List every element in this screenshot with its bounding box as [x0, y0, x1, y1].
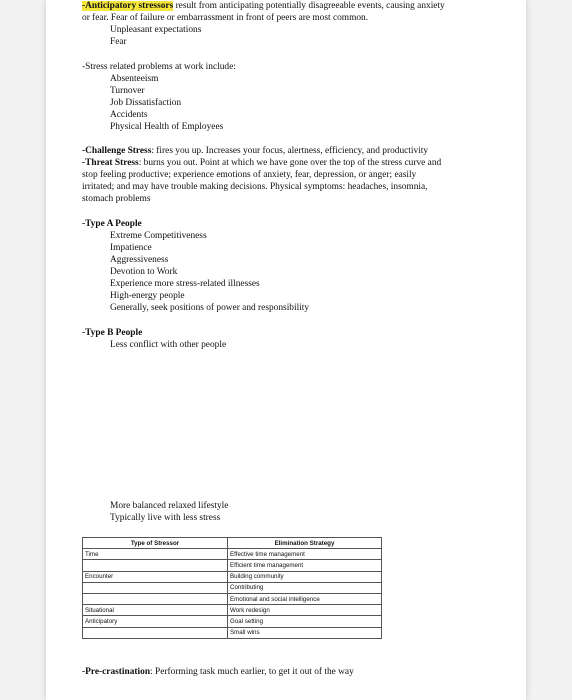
stressor-cell	[83, 582, 228, 593]
document-page	[46, 0, 526, 700]
strategy-cell: Effective time management	[228, 549, 382, 560]
type-a-item: Experience more stress-related illnesses	[110, 279, 260, 289]
table-row	[83, 605, 382, 616]
precrastination-term: -Pre-crastination	[82, 667, 151, 677]
type-a-item: Aggressiveness	[110, 255, 169, 265]
strategy-cell: Emotional and social intelligence	[228, 593, 382, 604]
table-row	[83, 549, 382, 560]
challenge-term: -Challenge Stress	[82, 146, 152, 156]
table-row	[83, 593, 382, 604]
type-a-item: High-energy people	[110, 291, 185, 301]
column-header-strategy: Elimination Strategy	[228, 538, 382, 549]
strategy-cell: Goal setting	[228, 616, 382, 627]
stress-problem-item: Accidents	[110, 110, 148, 120]
threat-line: irritated; and may have trouble making decisions. Physical symptoms: headaches, insomnia,	[82, 182, 428, 192]
table-header-row	[83, 538, 382, 549]
stress-problem-item: Job Dissatisfaction	[110, 98, 182, 108]
threat-line: stop feeling productive; experience emotions of anxiety, fear, depression, or anger; easily	[82, 170, 417, 180]
stressor-cell: Encounter	[83, 571, 228, 582]
type-a-item: Extreme Competitiveness	[110, 231, 207, 241]
stress-problem-item: Physical Health of Employees	[110, 122, 224, 132]
precrastination-text: : Performing task much earlier, to get it out of the way	[150, 667, 354, 677]
column-header-type: Type of Stressor	[83, 538, 228, 549]
type-a-item: Devotion to Work	[110, 267, 178, 277]
challenge-text: : fires you up. Increases your focus, alertness, efficiency, and productivity	[151, 146, 429, 156]
type-b-heading: -Type B People	[82, 328, 143, 338]
stressor-cell	[83, 593, 228, 604]
anticipatory-item: Fear	[110, 37, 127, 47]
stressor-cell: Anticipatory	[83, 616, 228, 627]
table-row	[83, 571, 382, 582]
anticipatory-text: result from anticipating potentially disagreeable events, causing anxiety	[173, 1, 445, 11]
stress-problem-item: Turnover	[110, 86, 145, 96]
type-b-item: Typically live with less stress	[110, 513, 221, 523]
threat-line: stomach problems	[82, 194, 151, 204]
table-row	[83, 582, 382, 593]
threat-text: : burns you out. Point at which we have gone over the top of the stress curve and	[138, 158, 442, 168]
table-row	[83, 560, 382, 571]
stressor-cell: Time	[83, 549, 228, 560]
type-a-heading: -Type A People	[82, 219, 142, 229]
type-a-item: Generally, seek positions of power and responsibility	[110, 303, 310, 313]
threat-term: -Threat Stress	[82, 158, 139, 168]
strategy-cell: Work redesign	[228, 605, 382, 616]
strategy-cell: Building community	[228, 571, 382, 582]
stressor-cell	[83, 627, 228, 638]
anticipatory-item: Unpleasant expectations	[110, 25, 202, 35]
stress-problem-item: Absenteeism	[110, 74, 159, 84]
stress-problems-heading: -Stress related problems at work include:	[82, 62, 236, 72]
precrastination-line	[82, 666, 354, 678]
type-b-item: Less conflict with other people	[110, 340, 227, 350]
anticipatory-line-2: or fear. Fear of failure or embarrassment in front of peers are most common.	[82, 13, 369, 23]
stressor-table	[82, 537, 382, 639]
table-row	[83, 627, 382, 638]
strategy-cell: Small wins	[228, 627, 382, 638]
strategy-cell: Contributing	[228, 582, 382, 593]
anticipatory-term: -Anticipatory stressors	[82, 1, 174, 11]
stressor-cell	[83, 560, 228, 571]
threat-stress-line	[82, 157, 441, 169]
type-b-item: More balanced relaxed lifestyle	[110, 501, 229, 511]
stressor-cell: Situational	[83, 605, 228, 616]
table-row	[83, 616, 382, 627]
anticipatory-line-1	[82, 0, 445, 12]
challenge-stress-line	[82, 145, 428, 157]
type-a-item: Impatience	[110, 243, 152, 253]
strategy-cell: Efficient time management	[228, 560, 382, 571]
